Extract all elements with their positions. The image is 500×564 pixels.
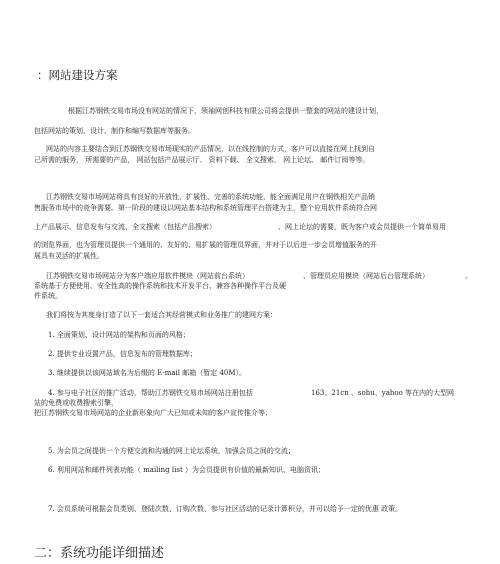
list-item: 站的免费或收费搜索引擎，	[34, 399, 118, 407]
paragraph-line: 我们将按为其度身订造了以下一套适合其经营模式和业务推广的建网方案：	[46, 311, 277, 319]
paragraph-line: 件系统。	[34, 292, 62, 300]
list-item: 1. 全面策划、设计网站的架构和页面的风格；	[48, 331, 190, 339]
paragraph-line: 、管理员应用模块（网站后台管理系统）	[303, 272, 429, 280]
paragraph-line: 江苏钢铁交易市场网站将具有良好的开放性、扩展性、完善的系统功能，能全面满足用户在钢铁相关产品销	[46, 193, 375, 201]
paragraph-line: 网站的内容主要结合到江苏钢铁交易市场现实的产品情况，以在线控制的方式，客户可以直接在网上找到自	[46, 145, 375, 153]
paragraph-line: 。	[465, 272, 472, 280]
paragraph-line: 、网上论坛的需要，既为客户或会员提供一个简单易用	[278, 223, 446, 231]
section-heading-system-functions: 二：系统功能详细描述	[34, 546, 165, 561]
paragraph-line: 的浏览界面，也为管理员提供一个通用的、友好的、易扩展的管理员界面，并对于以后进一步会员增值服务的开	[34, 241, 377, 249]
paragraph-line: 展具有灵活的扩展性。	[34, 252, 104, 260]
list-item: 2. 提供专业设置产品，信息发布的管理数据库；	[48, 350, 197, 358]
list-item: 4. 参与电子社区的推广活动，帮助江苏钢铁交易市场网站注册包括	[48, 389, 253, 397]
paragraph-line: 己所需的服务， 所需要的产品， 网站包括产品展示厅、 资料下载、 全文搜索、 网上论坛、 邮件订阅等等。	[34, 156, 370, 164]
paragraph-line: 江苏钢铁交易市场网站分为客户端应用软件模块（网站前台系统）	[46, 272, 249, 280]
list-item: 5. 为会员之间提供一个方便交流和沟通的网上论坛系统，加强会员之间的交流；	[48, 447, 295, 455]
paragraph-line: 根据江苏钢铁交易市场没有网站的情况下，领袖网创科技有限公司将会提供一整套的网站的建设计划，	[68, 107, 383, 115]
list-item: 3. 继续提供以该网站域名为后缀的 E-mail 邮箱（暂定 40M）。	[48, 369, 247, 377]
list-item: 163、21cn 、sohu、yahoo 等在内的大型网	[311, 389, 455, 397]
paragraph-line: 售服务市场中的竞争需要。第一阶段的建设以网站基本结构和系统管理平台搭建为主，整个应用软件系统符合网	[34, 204, 377, 212]
paragraph-line: 包括网站的策划、设计、制作和编写数据库等服务。	[34, 127, 195, 135]
paragraph-line: 系统基于方便使用、安全性高的操作系统和技术开发平台、兼容各种操作平台及硬	[34, 282, 286, 290]
list-item: 7. 会员系统可根据会员类别、登陆次数、订购次数、参与社区活动的记录计算积分，并可以给予一定的优惠 政策。	[48, 505, 403, 513]
section-heading-website-plan: ：网站建设方案	[37, 68, 118, 82]
paragraph-line: 上产品展示、信息发布与交流、全文搜索（包括产品搜索）	[34, 223, 216, 231]
list-item: 6. 利用网站和邮件列表功能（ mailing list ）为会员提供有价值的最新知识、电脑资讯；	[48, 466, 325, 474]
list-item: 把江苏钢铁交易市场网站的企业新形象向广大已知或未知的客户宣传推介等；	[34, 409, 272, 417]
